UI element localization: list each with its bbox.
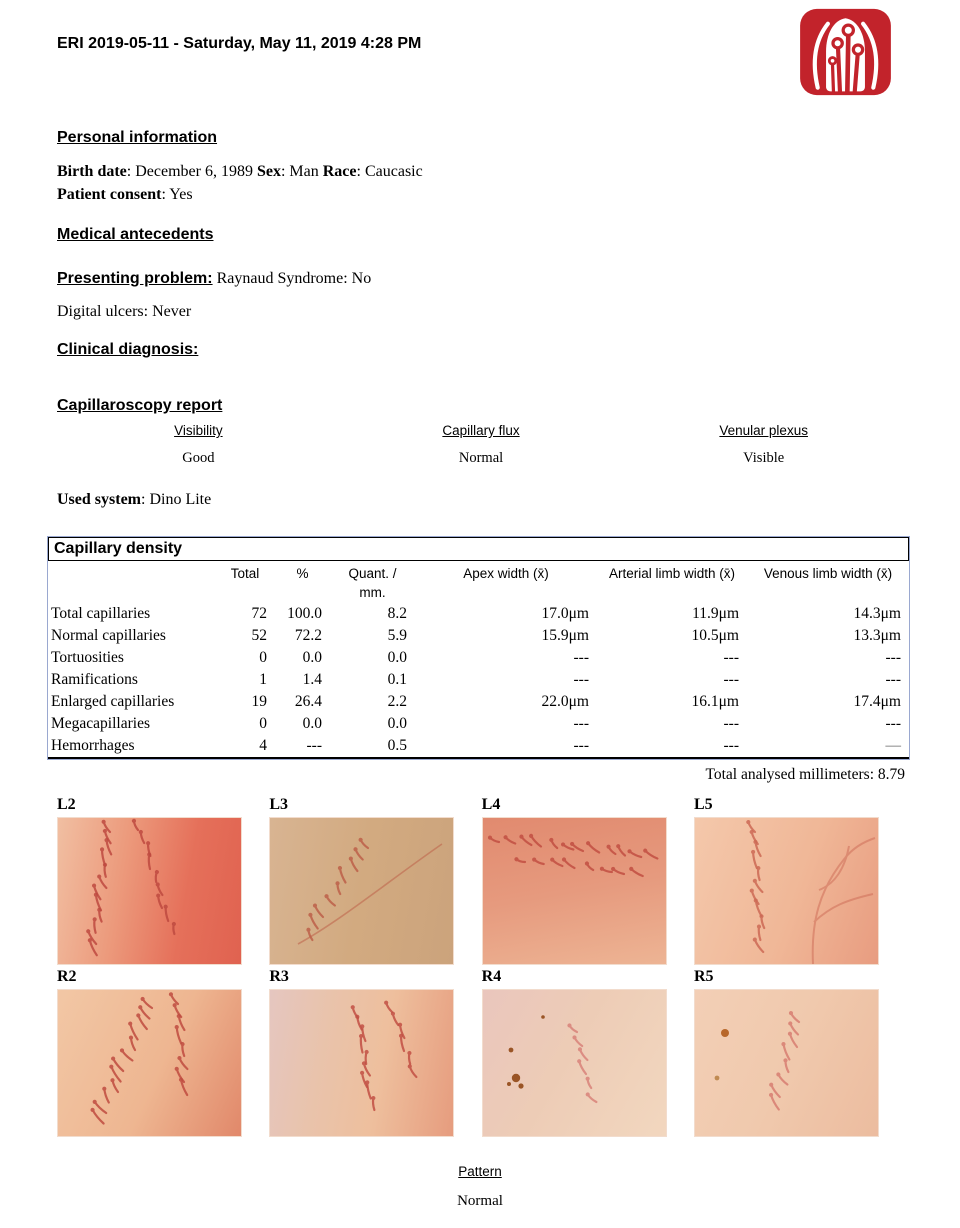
used-system-line [57, 488, 211, 511]
gallery-cell [482, 796, 667, 965]
cell-percent: 72.2 [294, 627, 322, 644]
table-row [48, 669, 909, 691]
gallery-row-right [57, 968, 879, 1137]
table-row [48, 735, 909, 758]
cell-quant: 8.2 [387, 605, 407, 622]
used-system-label: Used system [57, 491, 141, 508]
row-name: Total capillaries [51, 605, 151, 622]
capillaroscopy-image-r3 [269, 989, 454, 1137]
presenting-problem-line [57, 267, 757, 290]
personal-information-heading: Personal information [57, 129, 218, 146]
gallery-cell [57, 796, 242, 965]
cell-venous: 17.4μm [853, 693, 901, 710]
row-name: Megacapillaries [51, 715, 150, 732]
report-title: ERI 2019-05-11 - Saturday, May 11, 2019 4:28 PM [57, 35, 422, 52]
cell-percent: 26.4 [294, 693, 322, 710]
image-label: R5 [693, 968, 714, 985]
total-analysed-millimeters: Total analysed millimeters: 8.79 [705, 766, 905, 783]
capillaroscopy-image-l5 [694, 817, 879, 965]
gallery-row-left [57, 796, 879, 965]
clinical-diagnosis-heading: Clinical diagnosis: [57, 341, 199, 358]
cell-apex: --- [573, 671, 589, 688]
pattern-label: Pattern [458, 1164, 502, 1179]
image-label: R3 [269, 968, 289, 985]
medical-antecedents-heading: Medical antecedents [57, 226, 214, 243]
capillaroscopy-image-l2 [57, 817, 242, 965]
cell-venous: 14.3μm [853, 605, 901, 622]
col-venous-limb-width: Venous limb width (x̄) [763, 566, 893, 581]
venular-plexus-label: Venular plexus [719, 423, 808, 438]
cell-percent: 0.0 [302, 649, 322, 666]
table-row [48, 647, 909, 669]
image-label: R4 [481, 968, 502, 985]
table-row [48, 713, 909, 735]
cell-venous: 13.3μm [853, 627, 901, 644]
race-value: : Caucasic [356, 163, 423, 180]
col-percent: % [296, 566, 309, 581]
cell-quant: 5.9 [387, 627, 407, 644]
capillary-flux-value: Normal [458, 450, 504, 466]
capillaroscopy-image-l4 [482, 817, 667, 965]
cell-venous: --- [885, 649, 901, 666]
row-name: Ramifications [51, 671, 138, 688]
capillaroscopy-image-r5 [694, 989, 879, 1137]
image-label: L5 [693, 796, 713, 813]
capillaroscopy-image-l3 [269, 817, 454, 965]
cell-apex: 17.0μm [541, 605, 589, 622]
cell-quant: 2.2 [387, 693, 407, 710]
image-label: R2 [57, 968, 77, 985]
capillaroscopy-field-values [57, 450, 905, 467]
patient-consent-value: : Yes [161, 186, 193, 203]
cell-apex: --- [573, 649, 589, 666]
row-name: Enlarged capillaries [51, 693, 175, 710]
gallery-cell [482, 968, 667, 1137]
table-header-row [48, 561, 909, 603]
image-label: L2 [57, 796, 76, 813]
cell-venous: — [885, 737, 901, 754]
cell-percent: 0.0 [302, 715, 322, 732]
table-row [48, 603, 909, 625]
cell-percent: 100.0 [287, 605, 322, 622]
gallery-cell [694, 796, 879, 965]
cell-venous: --- [723, 737, 739, 754]
capillary-density-table [48, 561, 909, 759]
birth-sex-race-line [57, 160, 757, 183]
row-name: Hemorrhages [51, 737, 135, 754]
cell-percent: --- [306, 737, 322, 754]
image-label: L3 [269, 796, 288, 813]
gallery-cell [269, 796, 454, 965]
visibility-label: Visibility [174, 423, 223, 438]
cell-quant: 0.0 [387, 715, 407, 732]
cell-apex: --- [573, 715, 589, 732]
cell-total: 72 [251, 605, 267, 622]
col-quant-mm: Quant. / mm. [348, 566, 397, 600]
visibility-value: Good [182, 450, 215, 466]
gallery-cell [57, 968, 242, 1137]
cell-quant: 0.0 [387, 649, 407, 666]
cell-total: 1 [259, 671, 267, 688]
cell-venous: --- [885, 715, 901, 732]
sex-label: Sex [256, 163, 281, 180]
patient-consent-label: Patient consent [57, 186, 162, 203]
capillaroscopy-image-r4 [482, 989, 667, 1137]
used-system-value: : Dino Lite [141, 491, 212, 508]
presenting-problem-value: Raynaud Syndrome: No [212, 270, 372, 287]
cell-arterial: 11.9μm [692, 605, 739, 622]
image-label: L4 [481, 796, 501, 813]
cell-quant: 0.1 [387, 671, 407, 688]
col-total: Total [230, 566, 260, 581]
col-arterial-limb-width: Arterial limb width (x̄) [608, 566, 736, 581]
cell-total: 4 [259, 737, 267, 754]
capillaroscopy-image-r2 [57, 989, 242, 1137]
cell-arterial: 16.1μm [691, 693, 739, 710]
cell-percent: 1.4 [302, 671, 322, 688]
capillary-flux-label: Capillary flux [442, 423, 520, 438]
gallery-cell [269, 968, 454, 1137]
row-name: Tortuosities [51, 649, 124, 666]
capillary-density-section [47, 536, 910, 760]
capillaroscopy-report-heading: Capillaroscopy report [57, 397, 223, 414]
cell-venous: --- [885, 671, 901, 688]
col-apex-width: Apex width (x̄) [463, 566, 549, 581]
cell-arterial: --- [723, 715, 739, 732]
patient-consent-line [57, 183, 757, 206]
col-blank [48, 561, 215, 603]
personal-information-text [57, 160, 757, 206]
birth-date-value: : December 6, 1989 [126, 163, 257, 180]
venular-plexus-value: Visible [743, 450, 785, 466]
birth-date-label: Birth date [57, 163, 127, 180]
capillary-density-title: Capillary density [48, 537, 909, 561]
table-row [48, 691, 909, 713]
cell-apex: --- [573, 737, 589, 754]
cell-total: 0 [259, 715, 267, 732]
pattern-value: Normal [457, 1193, 503, 1209]
capillaroscopy-field-labels [57, 423, 905, 438]
presenting-problem-label: Presenting problem: [57, 270, 213, 287]
clinic-logo [799, 8, 892, 96]
cell-total: 0 [259, 649, 267, 666]
row-name: Normal capillaries [51, 627, 166, 644]
race-label: Race [322, 163, 357, 180]
cell-total: 19 [251, 693, 267, 710]
cell-apex: 15.9μm [541, 627, 589, 644]
cell-arterial: 10.5μm [691, 627, 739, 644]
table-row [48, 625, 909, 647]
cell-arterial: --- [723, 649, 739, 666]
sex-value: : Man [280, 163, 323, 180]
cell-quant: 0.5 [387, 737, 407, 754]
cell-arterial: --- [723, 671, 739, 688]
cell-apex: 22.0μm [541, 693, 589, 710]
fingertip-capillary-logo-icon [799, 8, 892, 96]
gallery-cell [694, 968, 879, 1137]
cell-total: 52 [251, 627, 267, 644]
digital-ulcers-line: Digital ulcers: Never [57, 303, 192, 320]
